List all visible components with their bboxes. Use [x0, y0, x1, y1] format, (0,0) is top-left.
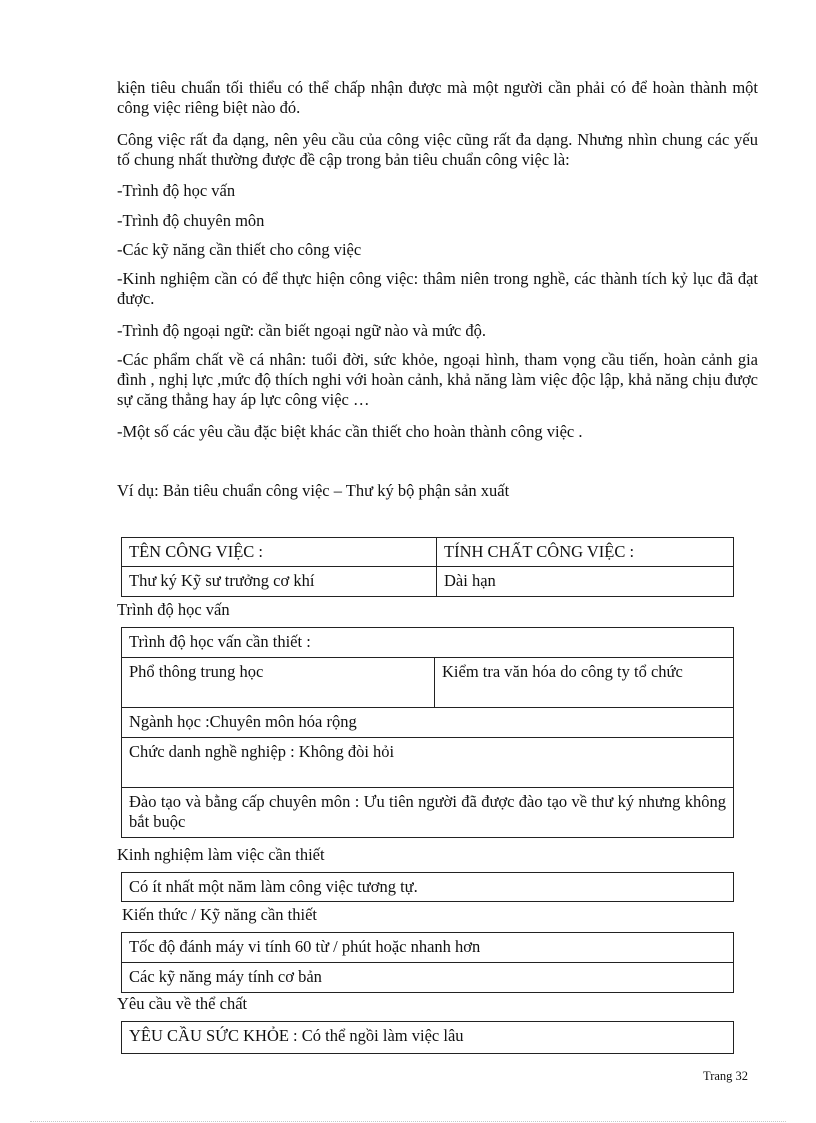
intro-paragraph-2: Công việc rất đa dạng, nên yêu cầu của công việc cũng rất đa dạng. Nhưng nhìn chung các yếu tố chung nhất thường được đề cập trong bản tiêu chuẩn công việc là:: [117, 130, 758, 169]
education-test: Kiểm tra văn hóa do công ty tổ chức: [435, 658, 734, 708]
job-name-header: TÊN CÔNG VIỆC :: [122, 538, 437, 567]
skills-label: Kiến thức / Kỹ năng cần thiết: [122, 905, 317, 924]
job-nature-value: Dài hạn: [437, 567, 734, 597]
skills-typing: Tốc độ đánh máy vi tính 60 từ / phút hoặc nhanh hơn: [122, 933, 734, 963]
experience-label: Kinh nghiệm làm việc cần thiết: [117, 845, 325, 864]
page-bottom-divider: [30, 1121, 786, 1122]
experience-table: [121, 872, 734, 902]
education-required: Trình độ học vấn cần thiết :: [122, 628, 734, 658]
skills-table: [121, 932, 734, 993]
physical-table: [121, 1021, 734, 1054]
list-item: -Trình độ học vấn: [117, 181, 236, 200]
skills-computer: Các kỹ năng máy tính cơ bản: [122, 963, 734, 993]
physical-health: YÊU CẦU SỨC KHỎE : Có thể ngồi làm việc lâu: [122, 1022, 734, 1054]
list-item: -Trình độ ngoại ngữ: cần biết ngoại ngữ nào và mức độ.: [117, 321, 486, 340]
education-level: Phổ thông trung học: [122, 658, 435, 708]
education-major: Ngành học :Chuyên môn hóa rộng: [122, 708, 734, 738]
experience-value: Có ít nhất một năm làm công việc tương tự.: [122, 873, 734, 902]
list-item: -Một số các yêu cầu đặc biệt khác cần thiết cho hoàn thành công việc .: [117, 422, 583, 441]
education-table: [121, 627, 734, 838]
page-number: Trang 32: [703, 1069, 749, 1083]
list-item: -Trình độ chuyên môn: [117, 211, 265, 230]
list-item: -Kinh nghiệm cần có để thực hiện công việc: thâm niên trong nghề, các thành tích kỷ lục đã đạt được.: [117, 269, 758, 308]
job-nature-header: TÍNH CHẤT CÔNG VIỆC :: [437, 538, 734, 567]
example-title: Ví dụ: Bản tiêu chuẩn công việc – Thư ký bộ phận sản xuất: [117, 481, 510, 500]
job-name-value: Thư ký Kỹ sư trưởng cơ khí: [122, 567, 437, 597]
physical-label: Yêu cầu về thể chất: [117, 994, 248, 1013]
education-training: Đào tạo và bằng cấp chuyên môn : Ưu tiên người đã được đào tạo về thư ký nhưng không bắt buộc: [122, 788, 734, 838]
list-item: -Các kỹ năng cần thiết cho công việc: [117, 240, 362, 259]
list-item: -Các phẩm chất về cá nhân: tuổi đời, sức khỏe, ngoại hình, tham vọng cầu tiến, hoàn cảnh gia đình , nghị lực ,mức độ thích nghi với hoàn cảnh, khả năng làm việc độc lập, khả năng chịu được sự căng thẳng hay áp lực công việc …: [117, 350, 758, 409]
education-label: Trình độ học vấn: [117, 600, 230, 619]
job-title-table: [121, 537, 734, 597]
intro-paragraph-1: kiện tiêu chuẩn tối thiểu có thể chấp nhận được mà một người cần phải có để hoàn thành một công việc riêng biệt nào đó.: [117, 78, 758, 117]
education-title: Chức danh nghề nghiệp : Không đòi hỏi: [129, 742, 395, 761]
education-title-cell: [122, 738, 734, 788]
